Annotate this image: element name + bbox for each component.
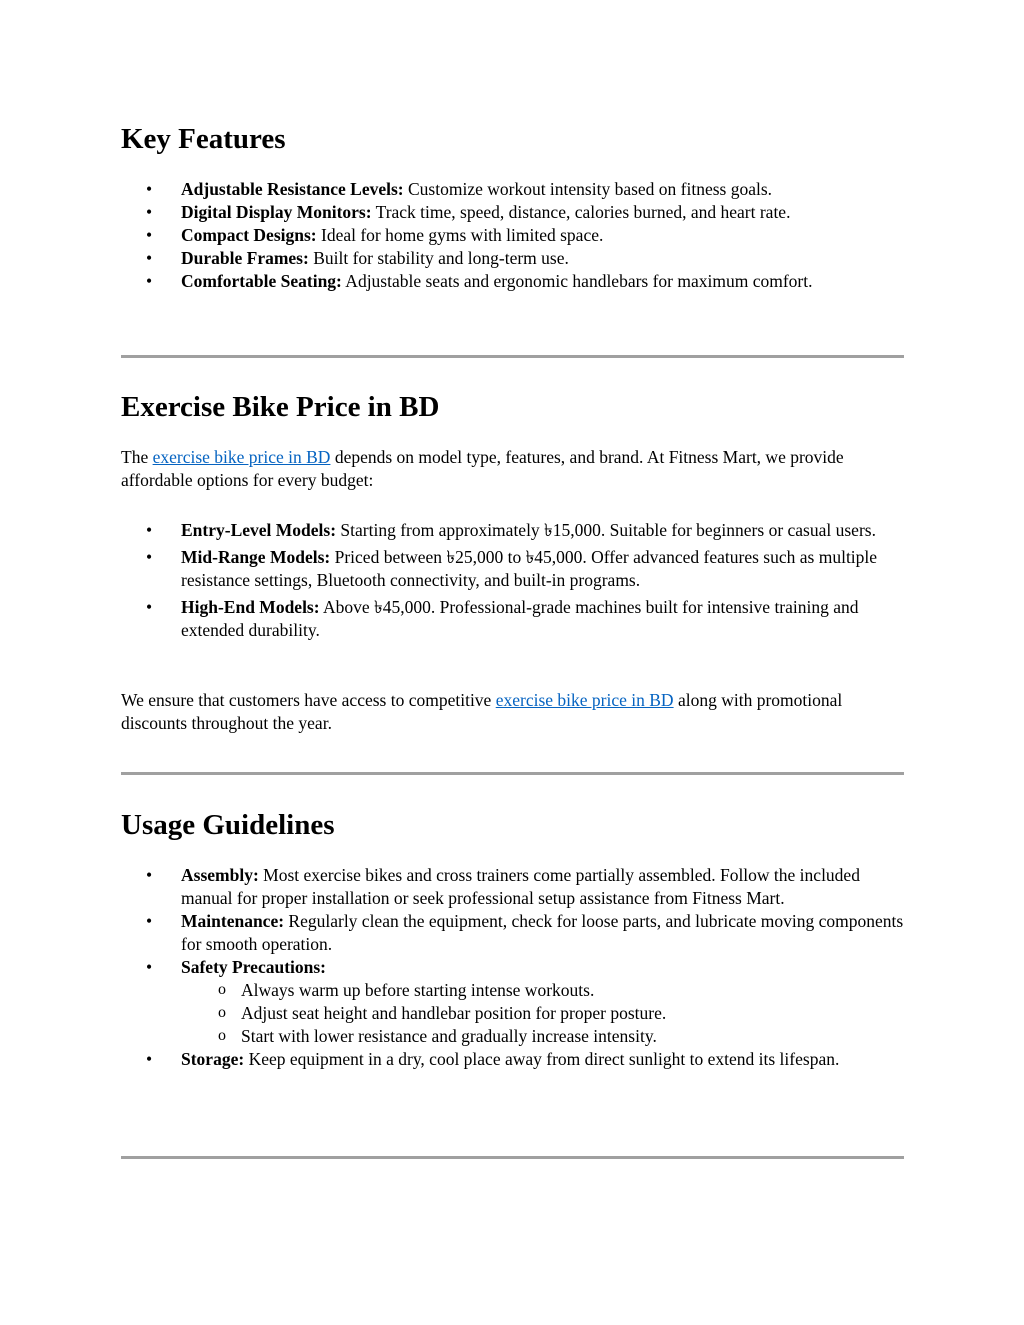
item-text: Most exercise bikes and cross trainers come partially assembled. Follow the included manual for proper installation or seek professional setup assistance from Fitness Mart. bbox=[181, 865, 860, 908]
list-item bbox=[121, 201, 904, 224]
sublist-item bbox=[181, 979, 904, 1002]
bullet-icon: • bbox=[146, 1049, 153, 1069]
bullet-icon: • bbox=[146, 271, 153, 291]
item-text: Regularly clean the equipment, check for loose parts, and lubricate moving components for smooth operation. bbox=[181, 911, 904, 954]
item-text: Starting from approximately ৳15,000. Suitable for beginners or casual users. bbox=[336, 520, 876, 540]
bullet-icon: • bbox=[146, 248, 153, 268]
bullet-icon: • bbox=[146, 865, 153, 885]
section-divider bbox=[121, 355, 904, 358]
list-item bbox=[121, 270, 904, 293]
intro-text-after: depends on model type, features, and brand. At Fitness Mart, we provide affordable options for every budget: bbox=[121, 447, 844, 490]
price-outro-paragraph bbox=[121, 689, 904, 735]
list-item bbox=[121, 956, 904, 1048]
list-item bbox=[121, 224, 904, 247]
list-item bbox=[121, 1048, 904, 1071]
item-text: Adjustable seats and ergonomic handlebars for maximum comfort. bbox=[341, 271, 813, 291]
item-term: High-End Models: bbox=[181, 597, 320, 617]
list-item bbox=[121, 519, 904, 542]
list-item bbox=[121, 596, 904, 642]
bullet-icon: • bbox=[146, 547, 153, 567]
circle-bullet-icon: o bbox=[218, 1027, 226, 1044]
item-term: Comfortable Seating: bbox=[181, 271, 342, 291]
item-term: Entry-Level Models: bbox=[181, 520, 337, 540]
item-term: Mid-Range Models: bbox=[181, 547, 331, 567]
item-text: Built for stability and long-term use. bbox=[308, 248, 569, 268]
circle-bullet-icon: o bbox=[218, 981, 226, 998]
item-term: Durable Frames: bbox=[181, 248, 309, 268]
exercise-bike-price-link[interactable]: exercise bike price in BD bbox=[495, 690, 674, 710]
item-term: Safety Precautions: bbox=[181, 957, 326, 977]
bullet-icon: • bbox=[146, 179, 153, 199]
section-divider bbox=[121, 1156, 904, 1159]
key-features-list bbox=[121, 178, 904, 293]
price-intro-paragraph bbox=[121, 446, 904, 492]
item-term: Compact Designs: bbox=[181, 225, 317, 245]
bullet-icon: • bbox=[146, 957, 153, 977]
list-item bbox=[121, 910, 904, 956]
subitem-text: Start with lower resistance and gradually increase intensity. bbox=[241, 1026, 657, 1046]
bullet-icon: • bbox=[146, 225, 153, 245]
sublist-item bbox=[181, 1025, 904, 1048]
sublist-item bbox=[181, 1002, 904, 1025]
item-text: Priced between ৳25,000 to ৳45,000. Offer advanced features such as multiple resistance settings, Bluetooth connectivity, and built-in programs. bbox=[181, 547, 878, 590]
bullet-icon: • bbox=[146, 520, 153, 540]
item-term: Maintenance: bbox=[181, 911, 285, 931]
outro-text-before: We ensure that customers have access to competitive bbox=[121, 690, 496, 710]
intro-text-before: The bbox=[121, 447, 153, 467]
price-heading: Exercise Bike Price in BD bbox=[121, 391, 440, 423]
bullet-icon: • bbox=[146, 911, 153, 931]
usage-heading: Usage Guidelines bbox=[121, 809, 335, 841]
item-text: Keep equipment in a dry, cool place away from direct sunlight to extend its lifespan. bbox=[244, 1049, 840, 1069]
list-item bbox=[121, 247, 904, 270]
item-text: Above ৳45,000. Professional-grade machines built for intensive training and extended durability. bbox=[181, 597, 859, 640]
item-term: Assembly: bbox=[181, 865, 259, 885]
safety-sublist bbox=[181, 979, 904, 1048]
item-term: Storage: bbox=[181, 1049, 245, 1069]
item-term: Adjustable Resistance Levels: bbox=[181, 179, 404, 199]
section-divider bbox=[121, 772, 904, 775]
list-item bbox=[121, 546, 904, 592]
list-item bbox=[121, 178, 904, 201]
key-features-heading: Key Features bbox=[121, 123, 286, 155]
bullet-icon: • bbox=[146, 202, 153, 222]
circle-bullet-icon: o bbox=[218, 1004, 226, 1021]
list-item bbox=[121, 864, 904, 910]
item-text: Ideal for home gyms with limited space. bbox=[316, 225, 604, 245]
subitem-text: Adjust seat height and handlebar position for proper posture. bbox=[241, 1003, 667, 1023]
usage-list bbox=[121, 864, 904, 1071]
bullet-icon: • bbox=[146, 597, 153, 617]
exercise-bike-price-link[interactable]: exercise bike price in BD bbox=[152, 447, 331, 467]
price-list bbox=[121, 519, 904, 642]
outro-text-after: along with promotional discounts throughout the year. bbox=[121, 690, 843, 733]
item-text: Customize workout intensity based on fitness goals. bbox=[403, 179, 773, 199]
item-text: Track time, speed, distance, calories burned, and heart rate. bbox=[371, 202, 791, 222]
subitem-text: Always warm up before starting intense workouts. bbox=[241, 980, 595, 1000]
item-term: Digital Display Monitors: bbox=[181, 202, 372, 222]
